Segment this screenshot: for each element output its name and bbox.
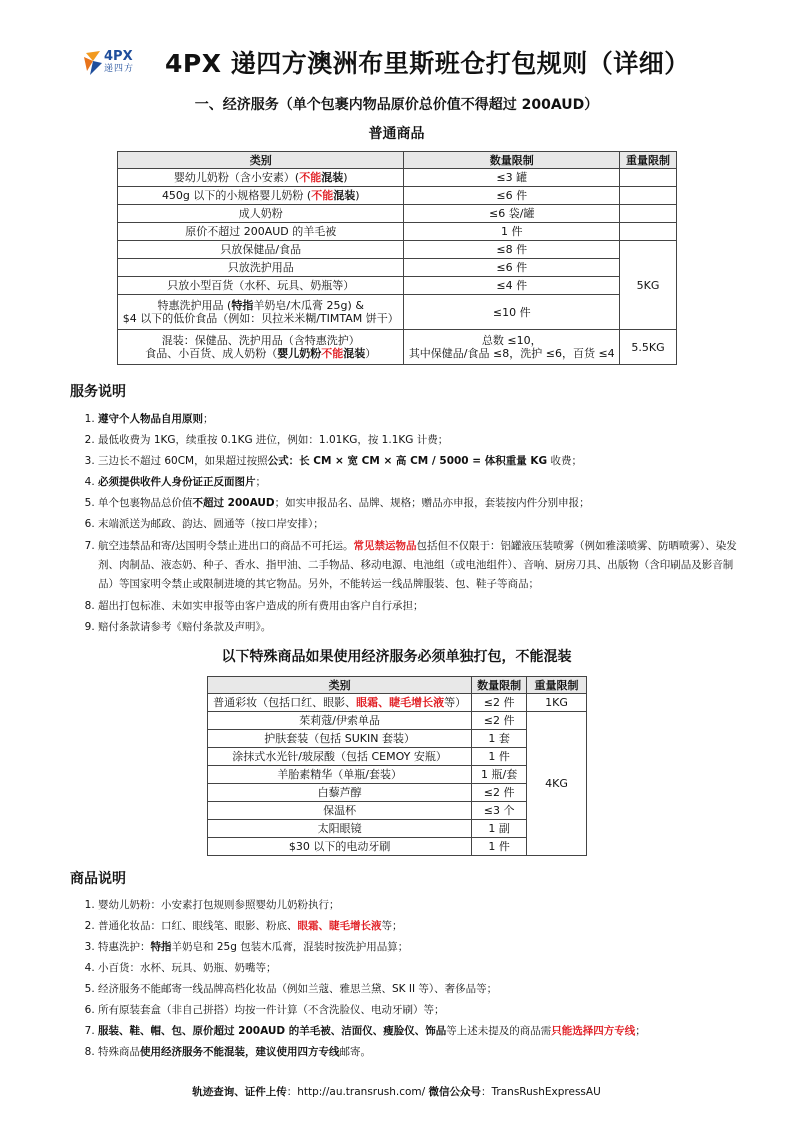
list-item: 9. 赔付条款请参考《赔付条款及声明》。 — [98, 617, 738, 638]
quantity-cell: 1 瓶/套 — [472, 766, 527, 784]
weight-cell — [620, 205, 677, 223]
logo-subtext: 递四方 — [104, 64, 135, 74]
list-item: 3. 特惠洗护：特指羊奶皂和 25g 包装木瓜膏，混装时按洗护用品算； — [98, 937, 738, 958]
logo-text: 4PX — [104, 49, 133, 64]
quantity-cell: ≤6 袋/罐 — [404, 205, 620, 223]
category-cell: 羊胎素精华（单瓶/套装） — [208, 766, 472, 784]
category-cell: 白藜芦醇 — [208, 784, 472, 802]
category-cell: 混装：保健品、洗护用品（含特惠洗护） 食品、小百货、成人奶粉（婴儿奶粉不能混装） — [118, 330, 404, 365]
category-cell: 保温杯 — [208, 802, 472, 820]
category-cell: 只放洗护用品 — [118, 259, 404, 277]
quantity-cell: ≤2 件 — [472, 784, 527, 802]
list-item: 5. 经济服务不能邮寄一线品牌高档化妆品（例如兰蔻、雅思兰黛、SK II 等）、奢侈品等； — [98, 979, 738, 1000]
goods-notes-title: 商品说明 — [70, 871, 126, 887]
section-title-economy: 一、经济服务（单个包裹内物品原价总价值不得超过 200AUD） — [194, 97, 599, 113]
quantity-cell: 1 件 — [404, 223, 620, 241]
special-goods-title: 以下特殊商品如果使用经济服务必须单独打包，不能混装 — [221, 649, 572, 665]
logo-mark-icon — [84, 51, 104, 75]
quantity-cell: 1 件 — [472, 838, 527, 856]
footer-wechat-account: ：TransRushExpressAU — [481, 1086, 601, 1098]
table-row — [208, 694, 587, 712]
category-cell: 450g 以下的小规格婴儿奶粉 (不能混装) — [118, 187, 404, 205]
table-row — [118, 277, 677, 295]
logo — [84, 50, 150, 76]
category-cell: $30 以下的电动牙刷 — [208, 838, 472, 856]
category-cell: 成人奶粉 — [118, 205, 404, 223]
goods-notes-list — [70, 895, 738, 1063]
list-item: 4. 必须提供收件人身份证正反面图片； — [98, 472, 738, 493]
header-weight: 重量限制 — [527, 677, 587, 694]
normal-goods-table — [117, 151, 677, 365]
list-item: 8. 特殊商品使用经济服务不能混装，建议使用四方专线邮寄。 — [98, 1042, 738, 1063]
footer — [0, 1084, 793, 1099]
quantity-cell: ≤4 件 — [404, 277, 620, 295]
category-cell: 涂抹式水光针/玻尿酸（包括 CEMOY 安瓶） — [208, 748, 472, 766]
category-cell: 茱莉蔻/伊索单品 — [208, 712, 472, 730]
table-row — [118, 205, 677, 223]
category-cell: 原价不超过 200AUD 的羊毛被 — [118, 223, 404, 241]
quantity-cell: ≤8 件 — [404, 241, 620, 259]
special-goods-table — [207, 676, 587, 856]
list-item: 3. 三边长不超过 60CM，如果超过按照公式：长 CM × 宽 CM × 高 CM / 5000 = 体积重量 KG 收费； — [98, 451, 738, 472]
list-item: 8. 超出打包标准、未如实申报等由客户造成的所有费用由客户自行承担； — [98, 596, 738, 617]
normal-goods-title: 普通商品 — [368, 126, 425, 142]
table-row — [118, 223, 677, 241]
category-cell: 只放保健品/食品 — [118, 241, 404, 259]
header-quantity: 数量限制 — [472, 677, 527, 694]
footer-tracking-url[interactable]: ：http://au.transrush.com/ — [286, 1086, 429, 1098]
list-item: 1. 婴幼儿奶粉：小安素打包规则参照婴幼儿奶粉执行； — [98, 895, 738, 916]
header-category: 类别 — [208, 677, 472, 694]
service-notes-list — [70, 409, 738, 638]
list-item: 1. 遵守个人物品自用原则； — [98, 409, 738, 430]
weight-cell — [620, 223, 677, 241]
table-row — [118, 295, 677, 330]
service-notes-title: 服务说明 — [70, 384, 126, 400]
table-header-row — [208, 677, 587, 694]
quantity-cell: ≤2 件 — [472, 694, 527, 712]
table-row — [118, 187, 677, 205]
list-item: 6. 末端派送为邮政、韵达、圆通等（按口岸安排）； — [98, 514, 738, 535]
list-item: 2. 普通化妆品：口红、眼线笔、眼影、粉底、眼霜、睫毛增长液等； — [98, 916, 738, 937]
table-row — [208, 712, 587, 730]
table-row — [118, 169, 677, 187]
category-cell: 护肤套装（包括 SUKIN 套装） — [208, 730, 472, 748]
list-item: 7. 服装、鞋、帽、包、原价超过 200AUD 的羊毛被、洁面仪、瘦脸仪、饰品等上述未提及的商品需只能选择四方专线； — [98, 1021, 738, 1042]
quantity-cell: ≤10 件 — [404, 295, 620, 330]
quantity-cell: 1 件 — [472, 748, 527, 766]
list-item: 7. 航空违禁品和寄/达国明令禁止进出口的商品不可托运。常见禁运物品包括但不仅限于：铝罐液压装喷雾（例如雅漾喷雾、防晒喷雾）、染发剂、肉制品、液态奶、种子、香水、指甲油、二手物品、移动电源、电池组（或电池组件）、音响、厨房刀具、出版物（含印刷品及影音制品）等国家明令禁止或限制进境的其它物品。另外，不能转运一线品牌服装、包、鞋子等商品； — [98, 535, 738, 596]
list-item: 5. 单个包裹物品总价值不超过 200AUD；如实申报品名、品牌、规格；赠品亦申报，套装按内件分别申报； — [98, 493, 738, 514]
table-row — [118, 330, 677, 365]
footer-wechat-label: 微信公众号 — [428, 1086, 482, 1098]
quantity-cell: ≤3 罐 — [404, 169, 620, 187]
weight-cell — [620, 187, 677, 205]
weight-cell — [620, 169, 677, 187]
table-header-row — [118, 152, 677, 169]
quantity-cell: ≤6 件 — [404, 259, 620, 277]
weight-cell-5kg: 5KG — [620, 241, 677, 330]
header-category: 类别 — [118, 152, 404, 169]
category-cell: 太阳眼镜 — [208, 820, 472, 838]
quantity-cell: 1 套 — [472, 730, 527, 748]
header-quantity: 数量限制 — [404, 152, 620, 169]
table-row — [118, 241, 677, 259]
weight-cell-4kg: 4KG — [527, 712, 587, 856]
table-row — [118, 259, 677, 277]
weight-cell-55kg: 5.5KG — [620, 330, 677, 365]
category-cell: 只放小型百货（水杯、玩具、奶瓶等） — [118, 277, 404, 295]
list-item: 6. 所有原装套盒（非自己拼搭）均按一件计算（不含洗脸仪、电动牙刷）等； — [98, 1000, 738, 1021]
category-cell: 普通彩妆（包括口红、眼影、眼霜、睫毛增长液等） — [208, 694, 472, 712]
quantity-cell: ≤3 个 — [472, 802, 527, 820]
quantity-cell: ≤6 件 — [404, 187, 620, 205]
footer-tracking-label: 轨迹查询、证件上传 — [192, 1086, 287, 1098]
quantity-cell: 1 副 — [472, 820, 527, 838]
weight-cell-1kg: 1KG — [527, 694, 587, 712]
list-item: 4. 小百货：水杯、玩具、奶瓶、奶嘴等； — [98, 958, 738, 979]
quantity-cell: 总数 ≤10， 其中保健品/食品 ≤8，洗护 ≤6，百货 ≤4 — [404, 330, 620, 365]
quantity-cell: ≤2 件 — [472, 712, 527, 730]
category-cell: 婴幼儿奶粉（含小安素）(不能混装) — [118, 169, 404, 187]
category-cell: 特惠洗护用品 (特指羊奶皂/木瓜膏 25g) & $4 以下的低价食品（例如：贝拉米米糊/TIMTAM 饼干） — [118, 295, 404, 330]
page-title: 4PX 递四方澳洲布里斯班仓打包规则（详细） — [165, 49, 690, 78]
list-item: 2. 最低收费为 1KG，续重按 0.1KG 进位，例如：1.01KG，按 1.1KG 计费； — [98, 430, 738, 451]
header-weight: 重量限制 — [620, 152, 677, 169]
